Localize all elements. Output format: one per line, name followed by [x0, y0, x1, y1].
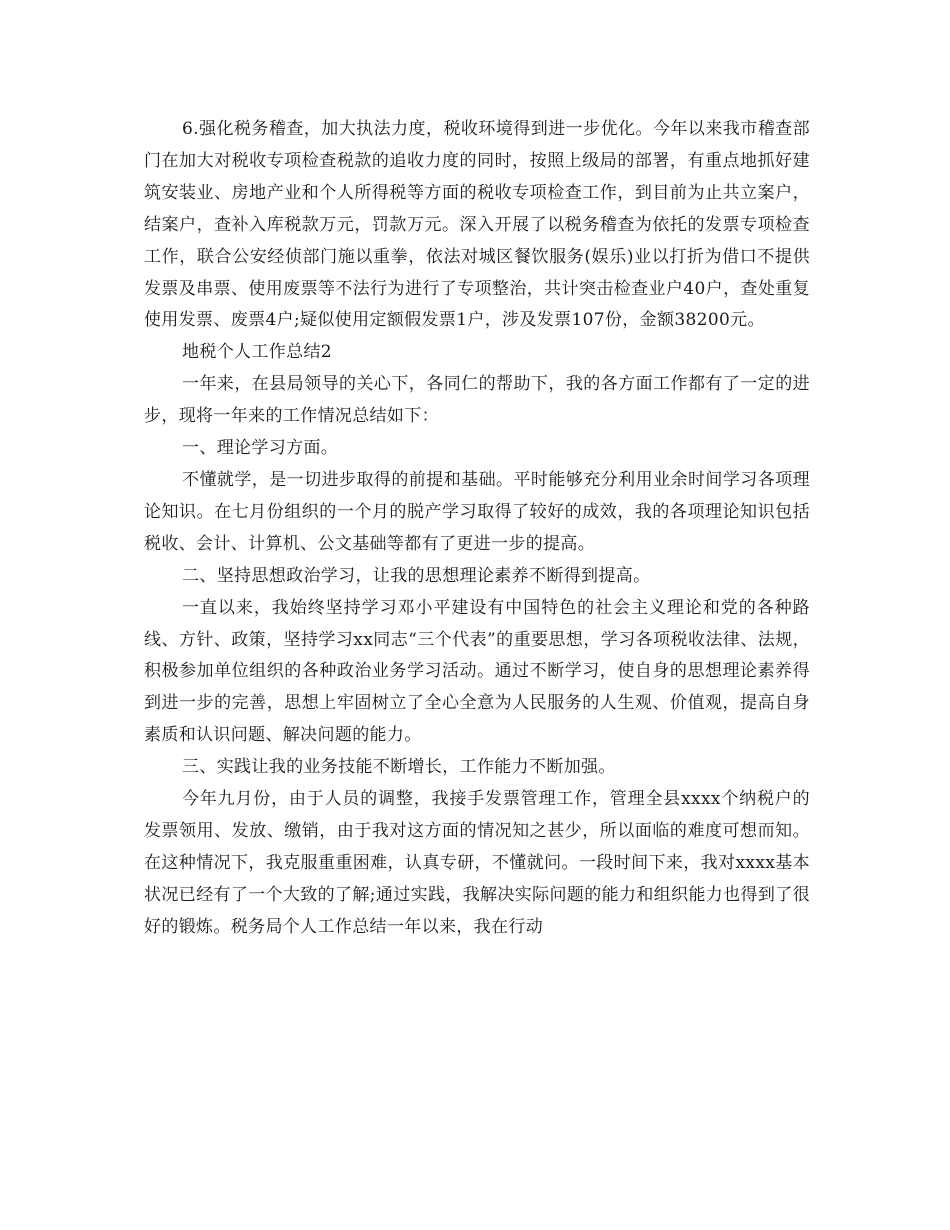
heading-practice-skills: 三、实践让我的业务技能不断增长，工作能力不断加强。 [182, 757, 616, 778]
heading-theory-study: 一、理论学习方面。 [182, 438, 339, 459]
paragraph-tax-inspection: 6.强化税务稽查，加大执法力度，税收环境得到进一步优化。今年以来我市稽查部门在加大对税收专项检查税款的追收力度的同时，按照上级局的部署，有重点地抓好建筑安装业、房地产业和个人所得税等方面的税收专项检查工作，到目前为止共立案户，结案户，查补入库税款万元，罚款万元。深入开展了以税务稽查为依托的发票专项检查工作，联合公安经侦部门施以重拳，依法对城区餐饮服务(娱乐)业以打折为借口不提供发票及串票、使用废票等不法行为进行了专项整治，共计突击检查业户40户，查处重复使用发票、废票4户;疑似使用定额假发票1户，涉及发票107份，金额38200元。 [144, 119, 810, 331]
paragraph-theory-study: 不懂就学，是一切进步取得的前提和基础。平时能够充分利用业余时间学习各项理论知识。在七月份组织的一个月的脱产学习取得了较好的成效，我的各项理论知识包括税收、会计、计算机、公文基础等都有了更进一步的提高。 [144, 469, 810, 554]
section-heading-summary-2: 地税个人工作总结2 [182, 342, 332, 363]
paragraph-practice-skills: 今年九月份，由于人员的调整，我接手发票管理工作，管理全县xxxx个纳税户的发票领用、发放、缴销，由于我对这方面的情况知之甚少，所以面临的难度可想而知。在这种情况下，我克服重重困难，认真专研，不懂就问。一段时间下来，我对xxxx基本状况已经有了一个大致的了解;通过实践，我解决实际问题的能力和组织能力也得到了很好的锻炼。税务局个人工作总结一年以来，我在行动 [144, 789, 810, 937]
paragraph-political-study: 一直以来，我始终坚持学习邓小平建设有中国特色的社会主义理论和党的各种路线、方针、政策，坚持学习xx同志“三个代表”的重要思想，学习各项税收法律、法规，积极参加单位组织的各种政治业务学习活动。通过不断学习，使自身的思想理论素养得到进一步的完善，思想上牢固树立了全心全意为人民服务的人生观、价值观，提高自身素质和认识问题、解决问题的能力。 [144, 597, 810, 746]
heading-political-study: 二、坚持思想政治学习，让我的思想理论素养不断得到提高。 [182, 565, 651, 586]
paragraph-intro: 一年来，在县局领导的关心下，各同仁的帮助下，我的各方面工作都有了一定的进步，现将一年来的工作情况总结如下： [144, 374, 810, 427]
document-body [144, 114, 810, 944]
